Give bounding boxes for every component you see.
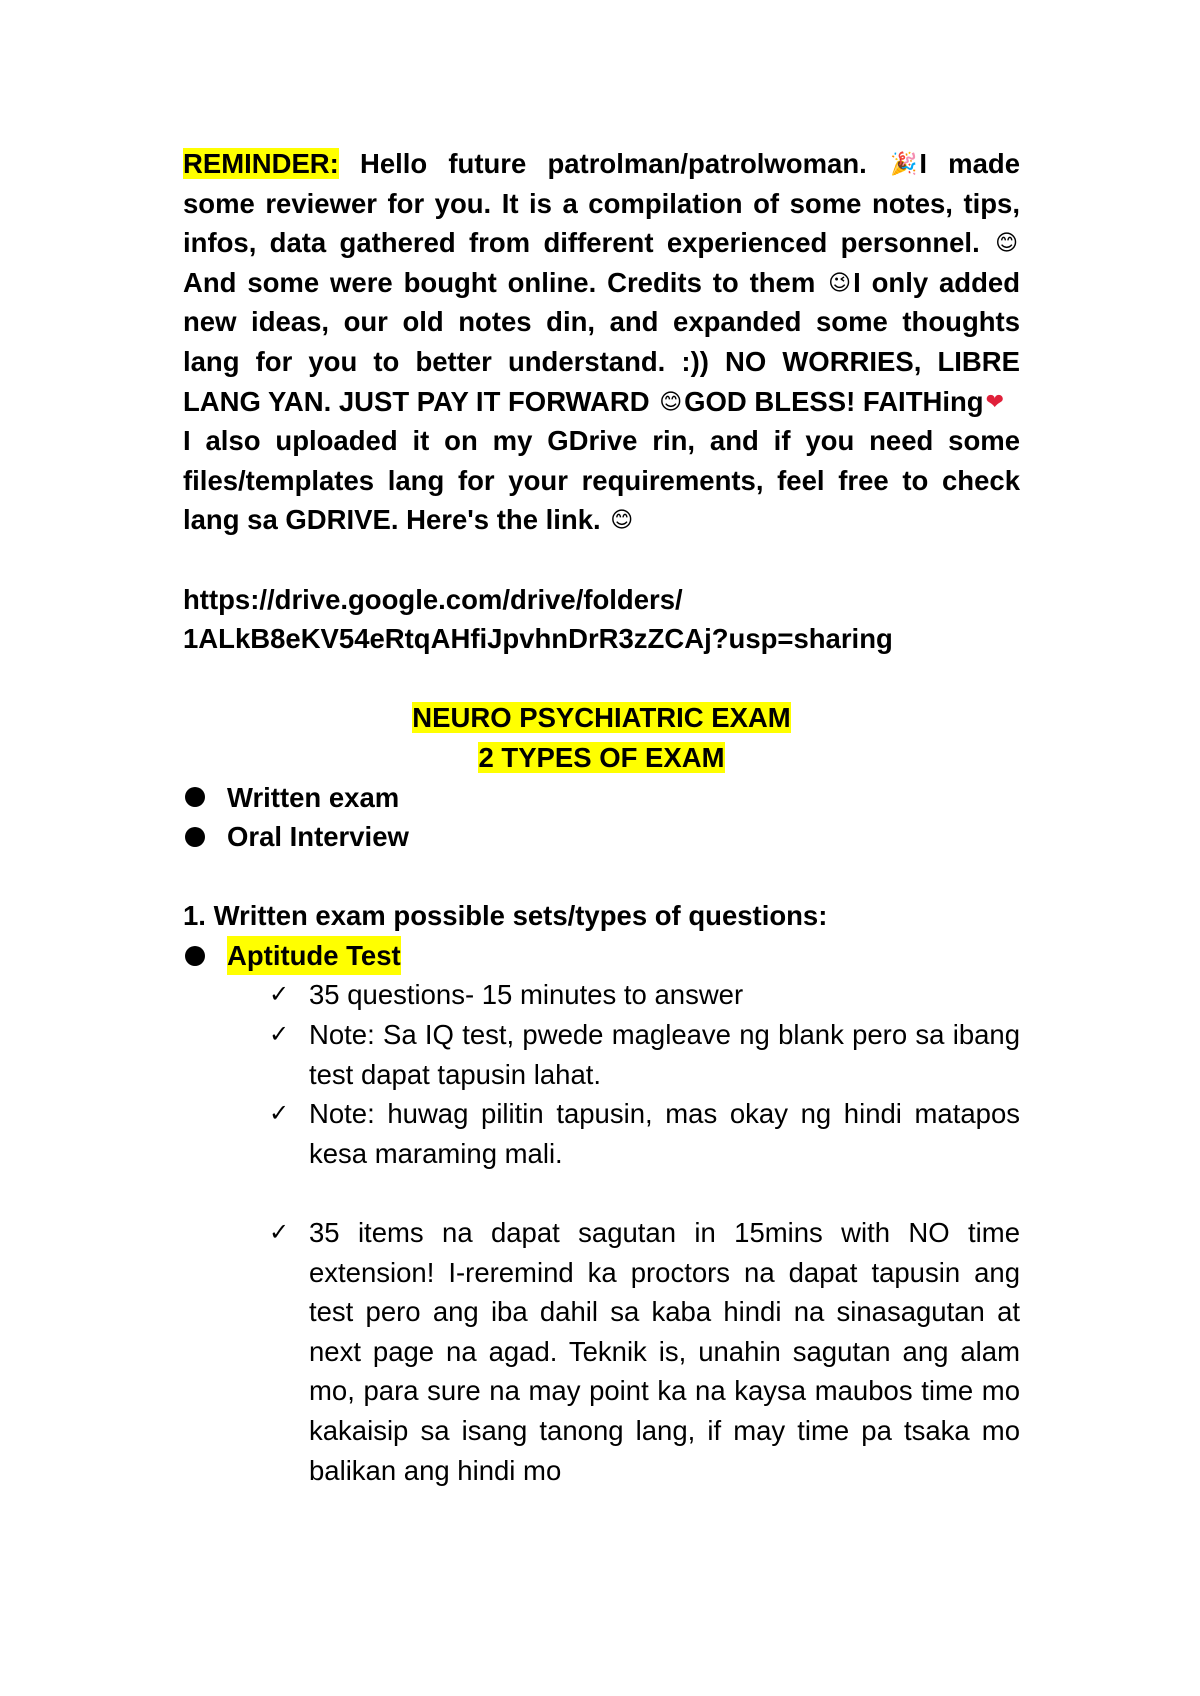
party-popper-icon: 🎉 (889, 151, 918, 176)
bullet-dot-icon (185, 787, 205, 807)
checkmark-icon: ✓ (269, 1100, 290, 1128)
reminder-text-2: I made some reviewer for you. It is a compilation of some notes, tips, infos, data gathered from different experienced personnel. (183, 148, 1020, 259)
red-heart-icon: ❤ (985, 388, 1005, 414)
exam-type-label: Written exam (227, 781, 400, 813)
section-heading (183, 698, 1020, 777)
check-list-item (269, 1094, 1020, 1173)
smiling-face-icon: 😊 (659, 388, 683, 414)
exam-type-item (183, 817, 1020, 857)
winking-face-icon: 😉 (828, 269, 852, 295)
spacer (183, 540, 1020, 580)
check-item-text: Note: Sa IQ test, pwede magleave ng blank pero sa ibang test dapat tapusin lahat. (309, 1019, 1020, 1090)
reminder-text-4: I only added new ideas, our old notes din, and expanded some thoughts lang for you to better understand. :)) NO WORRIES, LIBRE LANG YAN. JUST PAY IT FORWARD (183, 266, 1021, 417)
check-list-item (269, 1015, 1020, 1094)
bullet-dot-icon (185, 827, 205, 847)
reminder-text-6: I also uploaded it on my GDrive rin, and if you need some files/templates lang for your requirements, feel free to check lang sa GDRIVE. Here's the link. (183, 425, 1020, 536)
reminder-text-5: GOD BLESS! FAITHing (684, 385, 984, 417)
smiling-face-icon: 😊 (610, 507, 634, 533)
aptitude-extra-list (183, 1213, 1020, 1490)
smiling-face-icon: 😊 (995, 230, 1018, 256)
check-list-item (269, 975, 1020, 1015)
check-item-text: 35 items na dapat sagutan in 15mins with NO time extension! I-reremind ka proctors na dapat tapusin ang test pero ang iba dahil sa kaba hindi na sinasagutan at next page na agad. Teknik is, unahin sagutan ang alam mo, para sure na may point ka na kaysa maubos time mo kakaisip sa isang tanong lang, if may time pa tsaka mo balikan ang hindi mo (309, 1217, 1020, 1486)
exam-type-label: Oral Interview (227, 821, 409, 853)
aptitude-test-label: Aptitude Test (227, 936, 401, 976)
gdrive-link-line-2[interactable]: 1ALkB8eKV54eRtqAHfiJpvhnDrR3zZCAj?usp=sharing (183, 623, 893, 655)
reminder-text-1: Hello future patrolman/patrolwoman. (338, 148, 888, 179)
check-item-text: 35 questions- 15 minutes to answer (309, 979, 744, 1011)
check-list-item (269, 1213, 1020, 1490)
heading-subtitle: 2 TYPES OF EXAM (478, 741, 725, 773)
checkmark-icon: ✓ (269, 1021, 290, 1049)
checkmark-icon: ✓ (269, 1219, 290, 1247)
bullet-dot-icon (185, 946, 205, 966)
aptitude-notes-list (183, 975, 1020, 1173)
spacer (183, 659, 1020, 699)
gdrive-link-line-1[interactable]: https://drive.google.com/drive/folders/ (183, 583, 683, 615)
check-item-text: Note: huwag pilitin tapusin, mas okay ng hindi matapos kesa maraming mali. (309, 1098, 1020, 1169)
aptitude-test-item (183, 936, 1020, 976)
heading-title: NEURO PSYCHIATRIC EXAM (412, 702, 791, 734)
gdrive-link[interactable] (183, 580, 1020, 659)
reminder-text-3: And some were bought online. Credits to them (183, 266, 827, 298)
section1-title: 1. Written exam possible sets/types of questions: (183, 900, 828, 932)
spacer (183, 857, 1020, 897)
reminder-paragraph (183, 144, 1020, 540)
checkmark-icon: ✓ (269, 981, 290, 1009)
exam-type-item (183, 778, 1020, 818)
spacer (183, 1173, 1020, 1213)
reminder-label: REMINDER: (183, 148, 339, 179)
